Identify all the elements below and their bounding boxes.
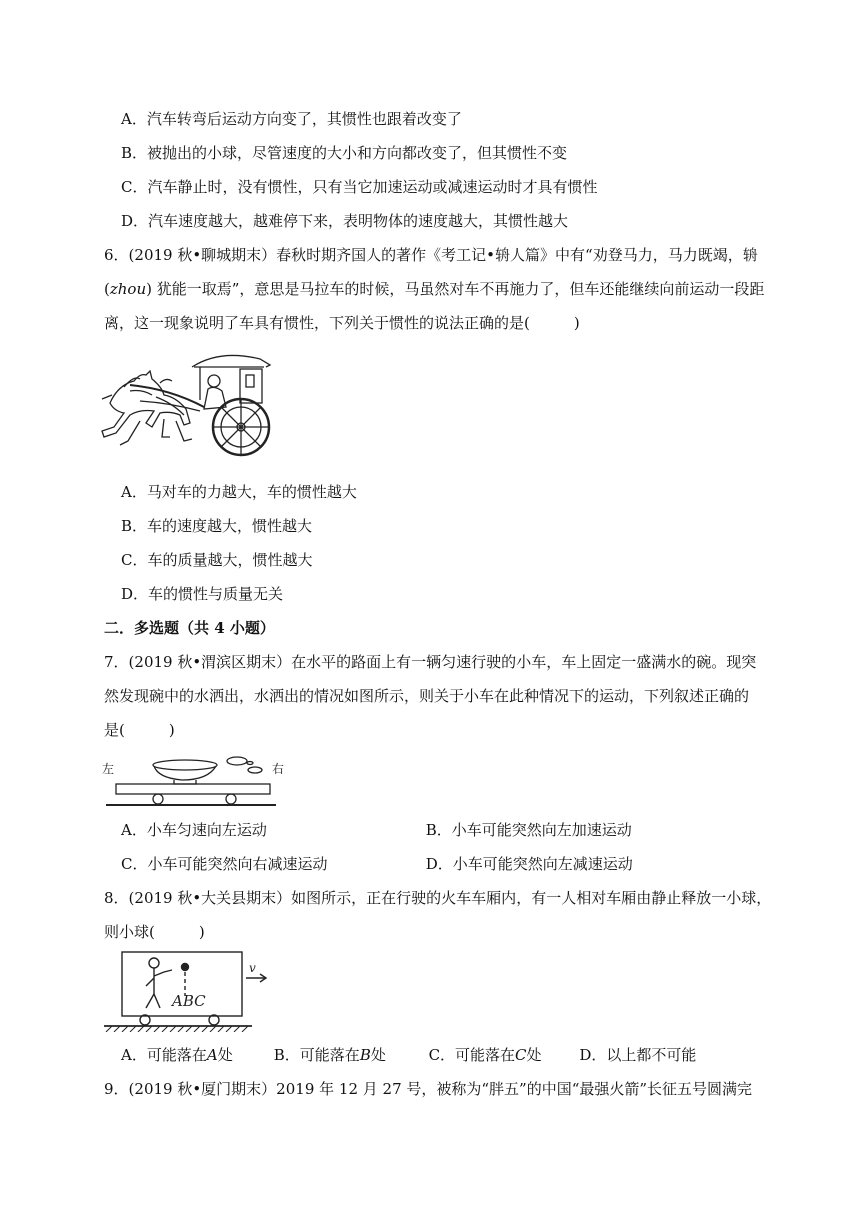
q6-option-c[interactable]: C．车的质量越大，惯性越大	[121, 551, 313, 569]
q5-option-b[interactable]: B．被抛出的小球，尽管速度的大小和方向都改变了，但其惯性不变	[121, 144, 568, 162]
q6-option-d[interactable]: D．车的惯性与质量无关	[121, 585, 284, 603]
q5-option-a[interactable]: A．汽车转弯后运动方向变了，其惯性也跟着改变了	[121, 110, 462, 128]
velocity-label: v	[249, 961, 256, 975]
q8-option-a-pre: A．可能落在	[121, 1046, 207, 1064]
q6-pinyin: zhou	[109, 280, 147, 298]
q7-option-d[interactable]: D．小车可能突然向左减速运动	[425, 855, 633, 873]
q8-option-b-pre: B．可能落在	[273, 1046, 360, 1064]
train-figure	[100, 948, 270, 1032]
q7-option-a[interactable]: A．小车匀速向左运动	[121, 821, 267, 839]
q6-stem-end: 离，这一现象说明了车具有惯性，下列关于惯性的说法正确的是(	[104, 314, 530, 332]
q6-option-a[interactable]: A．马对车的力越大，车的惯性越大	[121, 483, 357, 501]
q6-stem-line2	[104, 279, 764, 299]
q8-option-c[interactable]	[429, 1045, 575, 1065]
q6-paren-close: )	[573, 314, 580, 332]
q8-stem-line2	[104, 922, 205, 942]
q8-option-b-post: 处	[370, 1046, 386, 1064]
q7-stem-line1: 7．(2019 秋•渭滨区期末）在水平的路面上有一辆匀速行驶的小车，车上固定一盛满水的碗。现突	[104, 653, 757, 671]
q7-options-row1	[121, 820, 632, 840]
q8-option-c-post: 处	[526, 1046, 542, 1064]
q7-stem-line3	[104, 720, 175, 740]
q6-stem-line1: 6．(2019 秋•聊城期末）春秋时期齐国人的著作《考工记•辀人篇》中有“劝登马力，马力既竭，辀	[104, 246, 758, 264]
q6-stem-text: ) 犹能一取焉”，意思是马拉车的时候，马虽然对车不再施力了，但车还能继续向前运动一段距	[146, 280, 765, 298]
q8-option-b[interactable]	[274, 1045, 424, 1065]
fig-left-label: 左	[102, 762, 115, 776]
q7-stem-line2: 然发现碗中的水洒出，水洒出的情况如图所示，则关于小车在此种情况下的运动，下列叙述正确的	[104, 687, 750, 705]
q6-stem-line3	[104, 313, 580, 333]
q8-option-a[interactable]	[121, 1045, 269, 1065]
section-heading: 二．多选题（共 4 小题）	[104, 619, 275, 637]
q8-option-c-letter: C	[515, 1046, 527, 1064]
fig-right-label: 右	[272, 762, 285, 776]
q8-stem-line1: 8．(2019 秋•大关县期末）如图所示，正在行驶的火车车厢内，有一人相对车厢由静止释放一小球，	[104, 889, 772, 907]
q8-options-row	[121, 1045, 696, 1065]
q7-paren-close: )	[168, 721, 175, 739]
chariot-figure	[100, 345, 275, 465]
q6-paren-open: (	[104, 280, 110, 298]
q7-options-row2	[121, 854, 633, 874]
q8-option-d[interactable]: D．以上都不可能	[579, 1046, 697, 1064]
abc-labels: ABC	[172, 992, 206, 1010]
q8-option-a-post: 处	[217, 1046, 233, 1064]
q8-option-c-pre: C．可能落在	[428, 1046, 516, 1064]
q7-option-c[interactable]: C．小车可能突然向右减速运动	[121, 855, 328, 873]
q8-paren-close: )	[198, 923, 205, 941]
q5-option-c[interactable]: C．汽车静止时，没有惯性，只有当它加速运动或减速运动时才具有惯性	[121, 178, 598, 196]
cart-bowl-figure	[100, 748, 300, 810]
q5-option-d[interactable]: D．汽车速度越大，越难停下来，表明物体的速度越大，其惯性越大	[121, 212, 569, 230]
q7-option-b[interactable]: B．小车可能突然向左加速运动	[425, 821, 632, 839]
q8-option-a-letter: A	[206, 1046, 218, 1064]
q7-stem-end: 是(	[104, 721, 125, 739]
q6-option-b[interactable]: B．车的速度越大，惯性越大	[121, 517, 313, 535]
q8-option-b-letter: B	[359, 1046, 371, 1064]
q9-stem-line1: 9．(2019 秋•厦门期末）2019 年 12 月 27 号，被称为“胖五”的中国“最强火箭”长征五号圆满完	[104, 1080, 753, 1098]
q8-stem-end: 则小球(	[104, 923, 155, 941]
